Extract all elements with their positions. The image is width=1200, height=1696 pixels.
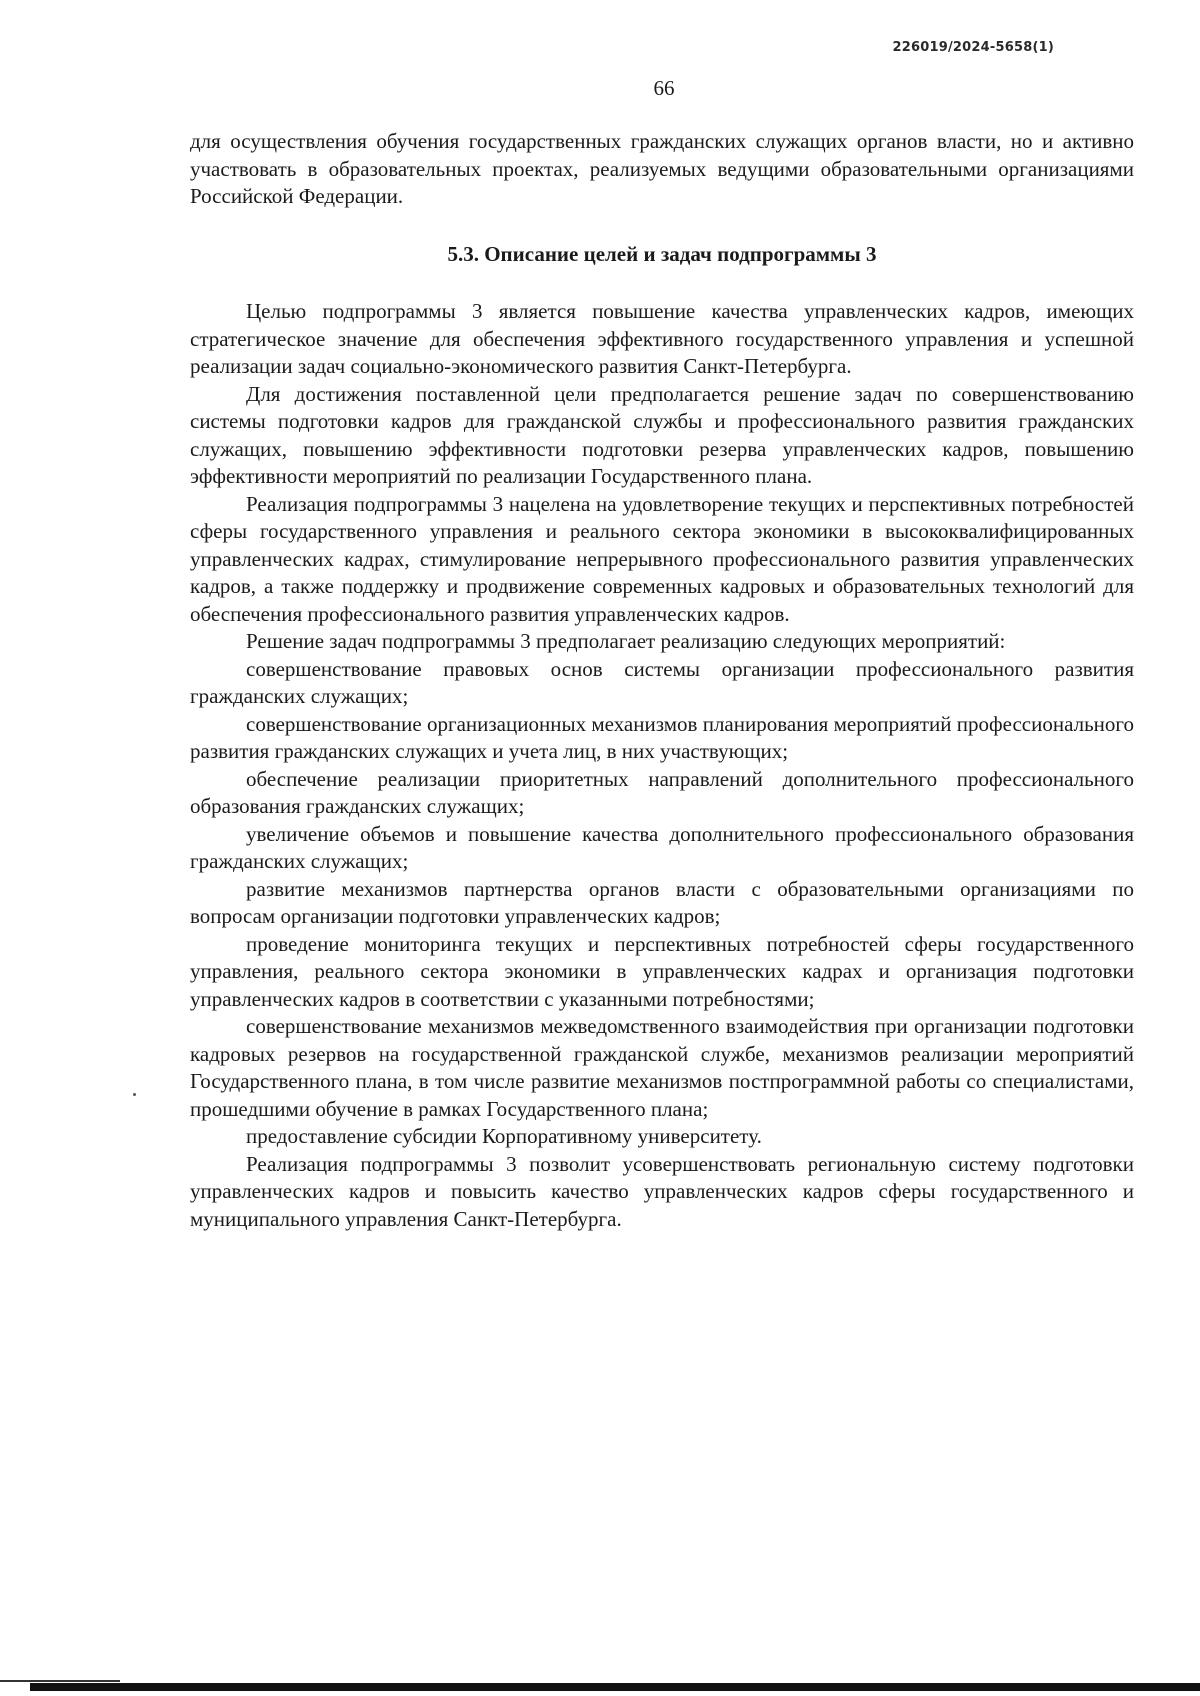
measure-item: обеспечение реализации приоритетных направлений дополнительного профессионального образования гражданских служащих;: [190, 766, 1134, 818]
measure-item: развитие механизмов партнерства органов власти с образовательными организациями по вопросам организации подготовки управленческих кадров;: [190, 876, 1134, 928]
scan-bottom-edge: [30, 1683, 1200, 1691]
measure-item: увеличение объемов и повышение качества дополнительного профессионального образования гражданских служащих;: [190, 821, 1134, 873]
paragraph-conclusion: Реализация подпрограммы 3 позволит усовершенствовать региональную систему подготовки управленческих кадров и повысить качество управленческих кадров сферы государственного и муниципального управления Санкт-Петербурга.: [190, 1151, 1134, 1231]
measure-item: совершенствование правовых основ системы организации профессионального развития гражданских служащих;: [190, 656, 1134, 708]
document-id: 226019/2024-5658(1): [892, 40, 1054, 55]
measure-item: совершенствование механизмов межведомственного взаимодействия при организации подготовки кадровых резервов на государственной гражданской службе, механизмов реализации мероприятий Государственного плана, в том числе развитие механизмов постпрограммной работы со специалистами, прошедшими обучение в рамках Государственного плана;: [190, 1014, 1134, 1121]
scan-speck: [133, 1093, 136, 1096]
paragraph-measures-intro: Решение задач подпрограммы 3 предполагает реализацию следующих мероприятий:: [246, 629, 1006, 653]
page-number: 66: [653, 76, 675, 100]
measure-item: предоставление субсидии Корпоративному университету.: [246, 1124, 762, 1148]
section-heading: 5.3. Описание целей и задач подпрограммы 3: [447, 241, 877, 266]
scan-edge-thin: [0, 1680, 120, 1682]
measure-item: совершенствование организационных механизмов планирования мероприятий профессионального развития гражданских служащих и учета лиц, в них участвующих;: [190, 711, 1134, 763]
paragraph-intro: для осуществления обучения государственных гражданских служащих органов власти, но и активно участвовать в образовательных проектах, реализуемых ведущими образовательными организациями Российской Федерации.: [190, 129, 1134, 208]
document-body: [190, 128, 1134, 1233]
paragraph-tasks: Для достижения поставленной цели предполагается решение задач по совершенствованию системы подготовки кадров для гражданской службы и профессионального развития гражданских служащих, повышению эффективности подготовки резерва управленческих кадров, повышению эффективности мероприятий по реализации Государственного плана.: [190, 381, 1134, 488]
paragraph-implementation: Реализация подпрограммы 3 нацелена на удовлетворение текущих и перспективных потребностей сферы государственного управления и реального сектора экономики в высококвалифицированных управленческих кадрах, стимулирование непрерывного профессионального развития управленческих кадров, а также поддержку и продвижение современных кадровых и образовательных технологий для обеспечения профессионального развития управленческих кадров.: [190, 491, 1134, 626]
measure-item: проведение мониторинга текущих и перспективных потребностей сферы государственного управления, реального сектора экономики в управленческих кадрах и организация подготовки управленческих кадров в соответствии с указанными потребностями;: [190, 931, 1134, 1011]
paragraph-goal: Целью подпрограммы 3 является повышение качества управленческих кадров, имеющих стратегическое значение для обеспечения эффективного государственного управления и успешной реализации задач социально-экономического развития Санкт-Петербурга.: [190, 299, 1134, 378]
